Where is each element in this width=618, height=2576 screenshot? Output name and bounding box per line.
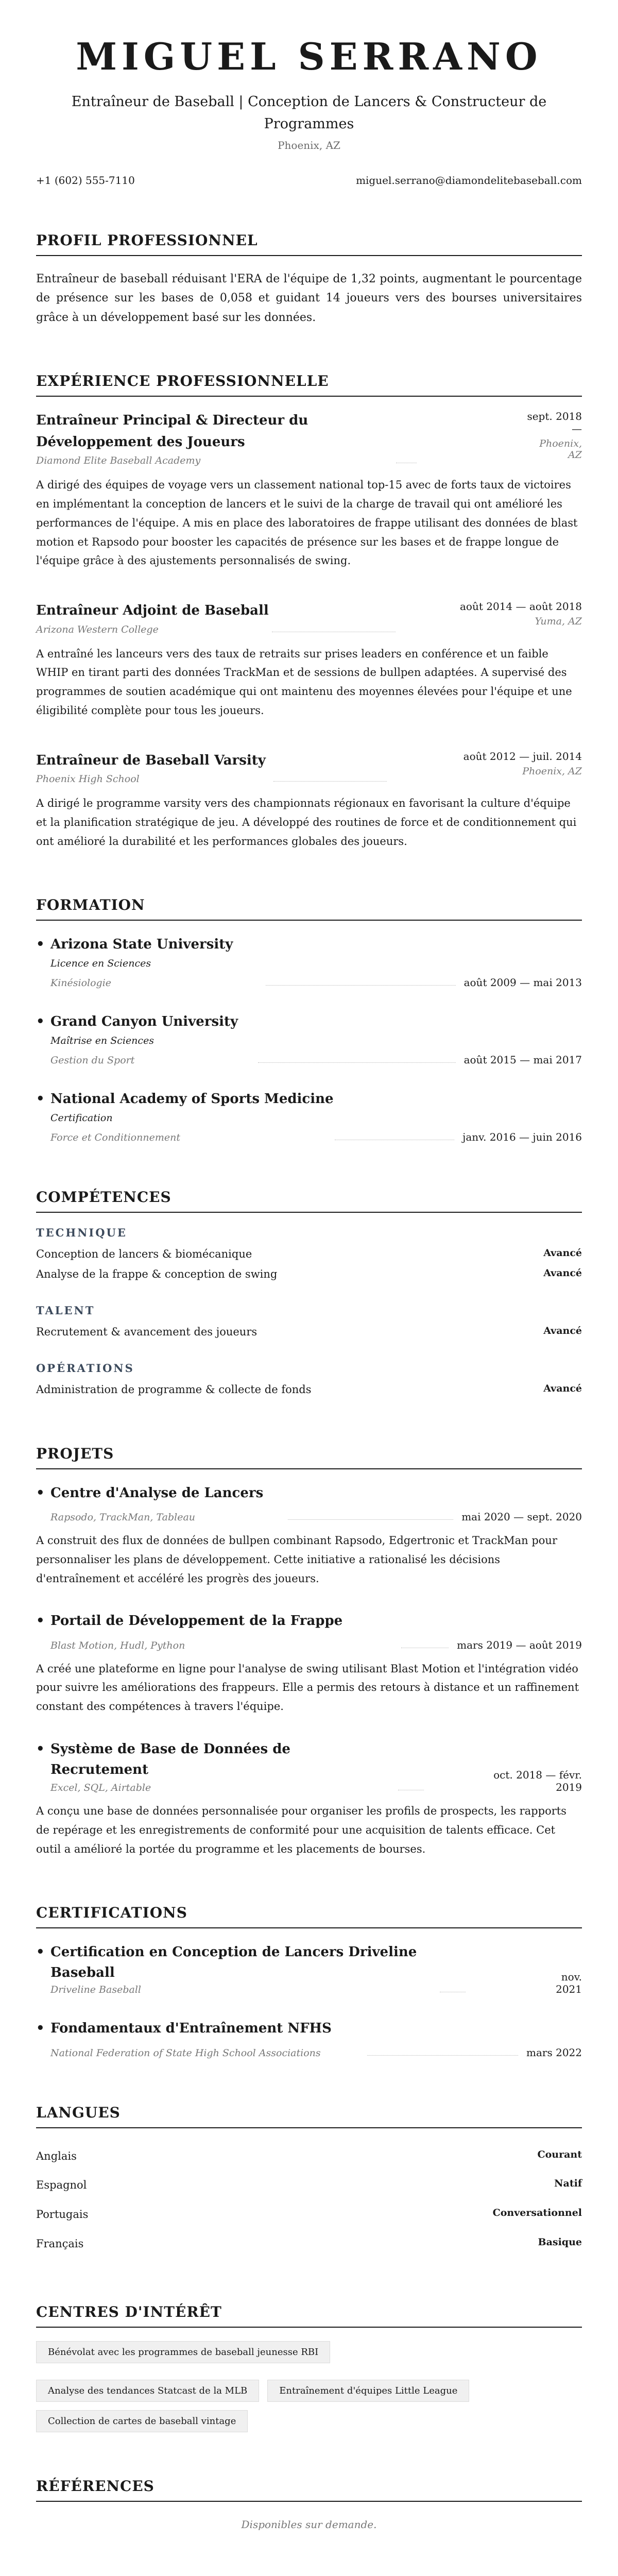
project-description: A créé une plateforme en ligne pour l'analyse de swing utilisant Blast Motion et l'intégration vidéo pour suivre les améliorations des frappeurs. Elle a permis des retours à distance et un raffinement constant des compétences à travers l'équipe. (36, 1662, 579, 1713)
job-dates (464, 750, 582, 777)
job-date-start: août 2014 (460, 600, 513, 613)
certifications-section (36, 1904, 582, 2059)
bullet-icon: • (36, 1944, 45, 1960)
skill-level: Avancé (543, 1267, 582, 1279)
section-title: CERTIFICATIONS (36, 1904, 582, 1928)
section-title: CENTRES D'INTÉRÊT (36, 2303, 582, 2328)
project-dates-line2: 2019 (556, 1781, 582, 1794)
project-description: A construit des flux de données de bullpen combinant Rapsodo, Edgertronic et TrackMan pour personnaliser les plans de développement. Cette initiative a rationalisé les décisions d'entraînement et accéléré les progrès des joueurs. (36, 1534, 557, 1585)
project-title: Centre d'Analyse de Lancers (50, 1485, 264, 1501)
education-entry (36, 934, 582, 989)
project-entry (36, 1739, 582, 1859)
bullet-icon: • (36, 1091, 45, 1107)
bullet-icon: • (36, 2021, 45, 2037)
education-entry (36, 1011, 582, 1066)
certification-date-line2: 2021 (556, 1983, 582, 1996)
skill-name: Administration de programme & collecte de fonds (36, 1383, 312, 1396)
language-level: Conversationnel (492, 2207, 582, 2218)
bullet-icon: • (36, 1485, 45, 1501)
interests-section (36, 2303, 582, 2432)
skill-name: Recrutement & avancement des joueurs (36, 1326, 258, 1338)
skill-level: Avancé (543, 1382, 582, 1394)
dotted-leader (288, 1519, 453, 1520)
skill-row (36, 1380, 582, 1400)
language-level: Natif (554, 2178, 582, 2190)
field-of-study: Kinésiologie (50, 977, 112, 989)
skill-category: OPÉRATIONS (36, 1361, 134, 1375)
email-address[interactable]: miguel.serrano@diamondelitebaseball.com (356, 174, 582, 187)
skill-level: Avancé (543, 1325, 582, 1337)
project-tools: Blast Motion, Hudl, Python (50, 1639, 185, 1651)
project-description: A conçu une base de données personnalisée pour organiser les profils de prospects, les rapports de repérage et les enregistrements de conformité pour une acquisition de talents efficace. Cet outil a amélioré la portée du programme et les placements de bourses. (36, 1805, 566, 1855)
bullet-icon: • (36, 936, 45, 952)
language-row (36, 2171, 582, 2200)
section-title: RÉFÉRENCES (36, 2478, 582, 2502)
job-date-start: août 2012 (463, 750, 516, 762)
certification-date-line1: nov. (561, 1971, 582, 1984)
section-title: LANGUES (36, 2104, 582, 2128)
job-description: A dirigé des équipes de voyage vers un classement national top-15 avec de forts taux de victoires en implémentant la conception de lancers et le suivi de la charge de travail qui ont amélioré les performances de l'équipe. A mis en place des laboratoires de frappe utilisant des données de blast motion et Rapsodo pour booster les capacités de présence sur les bases et de frappe longue de l'équipe grâce à des ajustements personnalisés de swing. (36, 479, 578, 567)
language-row (36, 2142, 582, 2171)
project-tools: Excel, SQL, Airtable (50, 1782, 151, 1794)
skill-row (36, 1264, 582, 1284)
school-name: Grand Canyon University (50, 1013, 238, 1029)
job-location: Phoenix, AZ (522, 765, 582, 777)
skill-level: Avancé (543, 1247, 582, 1259)
project-dates: mars 2019 — août 2019 (457, 1638, 582, 1651)
skill-name: Conception de lancers & biomécanique (36, 1248, 252, 1261)
skill-category: TALENT (36, 1304, 95, 1317)
language-name: Anglais (36, 2149, 77, 2162)
field-of-study: Force et Conditionnement (50, 1132, 180, 1144)
education-dates: janv. 2016 — juin 2016 (462, 1131, 582, 1144)
education-dates: août 2009 — mai 2013 (464, 976, 582, 989)
job-description: A entraîné les lanceurs vers des taux de retraits sur prises leaders en conférence et un faible WHIP en tirant parti des données TrackMan et de sessions de bullpen adaptées. A supervisé des programmes de soutien académique qui ont maintenu des moyennes élevées pour l'équipe et une éligibilité complète pour tous les joueurs. (36, 647, 572, 717)
profile-section (36, 232, 582, 327)
job-date-separator: — (519, 750, 530, 762)
job-date-separator: — (516, 600, 526, 613)
certification-date: mars 2022 (526, 2046, 582, 2059)
job-date-start: sept. 2018 (527, 410, 582, 423)
certification-entry (36, 1942, 582, 1996)
job-title: Entraîneur de Baseball Varsity (36, 752, 266, 768)
school-name: National Academy of Sports Medicine (50, 1091, 334, 1107)
resume-header (36, 37, 582, 151)
interest-tags (36, 2341, 582, 2432)
field-of-study: Gestion du Sport (50, 1055, 135, 1066)
language-row (36, 2229, 582, 2259)
skill-category: TECHNIQUE (36, 1226, 127, 1240)
skill-row (36, 1322, 582, 1342)
contact-row (36, 174, 582, 187)
skill-row (36, 1244, 582, 1264)
certification-date (556, 1971, 582, 1995)
section-title: PROJETS (36, 1445, 582, 1469)
language-level: Basique (538, 2236, 582, 2248)
project-title: Système de Base de Données de Recrutement (50, 1741, 290, 1778)
language-name: Français (36, 2237, 84, 2250)
project-dates (493, 1769, 582, 1793)
project-entry (36, 1483, 582, 1588)
dotted-leader (258, 1062, 455, 1063)
interest-tag: Bénévolat avec les programmes de baseball jeunesse RBI (36, 2341, 330, 2363)
language-name: Espagnol (36, 2179, 87, 2192)
project-dates-line1: oct. 2018 — févr. (493, 1769, 582, 1782)
interest-tag: Entraînement d'équipes Little League (267, 2380, 469, 2402)
job-date-separator: — (572, 422, 582, 435)
job-entry (36, 410, 582, 570)
job-location (527, 438, 582, 461)
project-title: Portail de Développement de la Frappe (50, 1613, 343, 1629)
resume-page (36, 0, 582, 2562)
degree: Certification (50, 1112, 113, 1124)
skill-group (36, 1226, 582, 1284)
bullet-icon: • (36, 1013, 45, 1029)
section-title: EXPÉRIENCE PROFESSIONNELLE (36, 372, 582, 397)
school-name: Arizona State University (50, 936, 233, 952)
section-title: COMPÉTENCES (36, 1189, 582, 1213)
job-entry (36, 600, 582, 720)
references-text: Disponibles sur demande. (241, 2518, 377, 2531)
job-entry (36, 750, 582, 851)
languages-section (36, 2104, 582, 2259)
candidate-name: MIGUEL SERRANO (76, 35, 542, 78)
interest-tag: Collection de cartes de baseball vintage (36, 2410, 248, 2432)
education-section (36, 896, 582, 1144)
company-name: Diamond Elite Baseball Academy (36, 455, 201, 467)
project-entry (36, 1611, 582, 1716)
skill-group (36, 1304, 582, 1342)
certification-issuer: Driveline Baseball (50, 1984, 141, 1996)
job-title: Entraîneur Adjoint de Baseball (36, 603, 269, 619)
bullet-icon: • (36, 1741, 45, 1757)
skill-name: Analyse de la frappe & conception de swing (36, 1268, 278, 1281)
company-name: Phoenix High School (36, 773, 140, 785)
references-section (36, 2478, 582, 2531)
certification-title: Fondamentaux d'Entraînement NFHS (50, 2021, 332, 2037)
dotted-leader (266, 985, 456, 986)
degree: Licence en Sciences (50, 957, 151, 969)
profile-text: Entraîneur de baseball réduisant l'ERA de l'équipe de 1,32 points, augmentant le pourcentage de présence sur les bases de 0,058 et guidant 14 joueurs vers des bourses universitaires grâce à un développement basé sur les données. (36, 272, 582, 324)
job-title: Entraîneur Principal & Directeur du Développement des Joueurs (36, 413, 308, 450)
section-title: FORMATION (36, 896, 582, 921)
company-name: Arizona Western College (36, 623, 159, 635)
job-location: Yuma, AZ (535, 616, 582, 628)
dotted-leader (367, 2055, 518, 2056)
job-description: A dirigé le programme varsity vers des championnats régionaux en favorisant la culture d'équipe et la planification stratégique de jeu. A développé des routines de force et de conditionnement qui ont amélioré la durabilité et les performances globales des joueurs. (36, 797, 577, 848)
interest-tag: Analyse des tendances Statcast de la MLB (36, 2380, 259, 2402)
projects-section (36, 1445, 582, 1859)
job-dates (460, 600, 582, 627)
certification-title: Certification en Conception de Lancers Driveline Baseball (50, 1944, 417, 1981)
education-dates: août 2015 — mai 2017 (464, 1054, 582, 1066)
experience-section (36, 372, 582, 851)
candidate-title: Entraîneur de Baseball | Conception de Lancers & Constructeur de Programmes (71, 93, 547, 132)
language-level: Courant (537, 2148, 582, 2160)
job-dates (527, 410, 582, 461)
phone-number[interactable]: +1 (602) 555-7110 (36, 174, 135, 187)
dotted-leader (273, 781, 387, 782)
job-date-end: août 2018 (529, 600, 582, 613)
project-dates: mai 2020 — sept. 2020 (461, 1511, 582, 1523)
job-date-end: juil. 2014 (533, 750, 582, 762)
bullet-icon: • (36, 1613, 45, 1629)
job-location-city: Phoenix, (539, 438, 582, 450)
job-location-state: AZ (568, 449, 582, 461)
degree: Maîtrise en Sciences (50, 1035, 154, 1047)
certification-entry (36, 2018, 582, 2058)
certification-issuer: National Federation of State High School Associations (50, 2047, 321, 2059)
project-tools: Rapsodo, TrackMan, Tableau (50, 1512, 196, 1523)
language-name: Portugais (36, 2208, 89, 2221)
skills-section (36, 1189, 582, 1399)
candidate-location: Phoenix, AZ (278, 139, 340, 151)
education-entry (36, 1089, 582, 1143)
skill-group (36, 1362, 582, 1400)
section-title: PROFIL PROFESSIONNEL (36, 232, 582, 256)
language-row (36, 2200, 582, 2229)
